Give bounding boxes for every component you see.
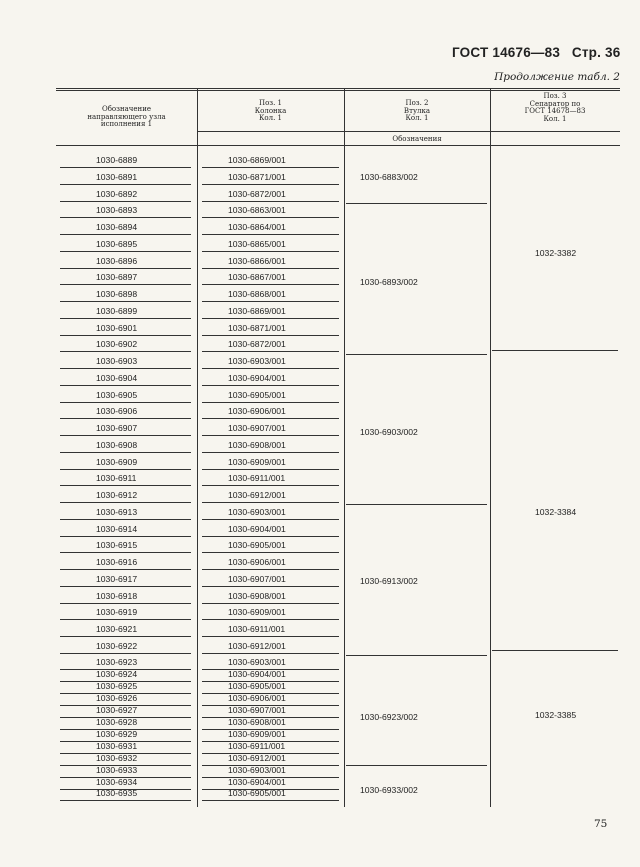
row-column-code: 1030-6872/001 — [228, 188, 286, 199]
row-column-code: 1030-6903/001 — [228, 764, 286, 775]
header-line: Кол. 1 — [405, 114, 429, 122]
row-column-code: 1030-6865/001 — [228, 238, 286, 249]
header-col-designation — [56, 106, 197, 129]
row-designation: 1030-6898 — [96, 289, 138, 299]
row-rule — [60, 251, 191, 252]
row-column-code: 1030-6909/001 — [228, 728, 286, 739]
row-rule — [202, 619, 339, 620]
table-continuation-label: Продолжение табл. 2 — [494, 71, 620, 83]
col-divider — [344, 89, 345, 807]
row-designation: 1030-6905 — [96, 389, 138, 400]
row-rule — [60, 536, 191, 537]
row-rule — [202, 402, 339, 403]
row-designation: 1030-6901 — [96, 322, 138, 333]
row-rule — [202, 201, 339, 202]
table-top-rule-2 — [56, 90, 620, 91]
header-col-column — [197, 100, 344, 123]
group-rule — [492, 650, 618, 651]
row-designation: 1030-6902 — [96, 339, 138, 350]
row-column-code: 1030-6903/001 — [228, 356, 286, 366]
row-column-code: 1030-6912/001 — [228, 490, 286, 500]
row-rule — [60, 335, 191, 336]
group-rule — [346, 504, 487, 505]
row-rule — [60, 368, 191, 369]
row-designation: 1030-6922 — [96, 640, 138, 651]
row-rule — [202, 485, 339, 486]
row-rule — [60, 603, 191, 604]
row-rule — [202, 335, 339, 336]
row-rule — [202, 552, 339, 553]
row-designation: 1030-6925 — [96, 680, 138, 691]
row-designation: 1030-6933 — [96, 764, 138, 775]
subheader-rule — [197, 131, 620, 132]
row-rule — [60, 502, 191, 503]
group-rule — [346, 765, 487, 766]
row-rule — [60, 552, 191, 553]
row-column-code: 1030-6911/001 — [228, 740, 286, 751]
row-designation: 1030-6929 — [96, 728, 138, 739]
row-rule — [202, 636, 339, 637]
group-rule — [492, 350, 618, 351]
row-column-code: 1030-6872/001 — [228, 339, 286, 350]
header-col-bushing — [344, 100, 490, 123]
row-column-code: 1030-6905/001 — [228, 389, 286, 400]
row-column-code: 1030-6912/001 — [228, 752, 286, 763]
row-designation: 1030-6917 — [96, 573, 138, 584]
row-rule — [60, 452, 191, 453]
row-designation: 1030-6924 — [96, 668, 138, 679]
row-rule — [202, 519, 339, 520]
row-designation: 1030-6926 — [96, 692, 138, 703]
header-col-separator — [490, 93, 620, 123]
row-rule — [202, 251, 339, 252]
row-designation: 1030-6919 — [96, 607, 138, 618]
row-column-code: 1030-6908/001 — [228, 590, 286, 601]
row-rule — [202, 536, 339, 537]
header-line: Кол. 1 — [543, 114, 567, 123]
row-column-code: 1030-6904/001 — [228, 523, 286, 534]
row-designation: 1030-6897 — [96, 272, 138, 283]
row-rule — [60, 469, 191, 470]
row-rule — [60, 351, 191, 352]
row-designation: 1030-6914 — [96, 523, 138, 534]
row-designation: 1030-6906 — [96, 406, 138, 417]
row-column-code: 1030-6871/001 — [228, 171, 286, 182]
row-rule — [202, 452, 339, 453]
separator-group: 1032-3382 — [535, 248, 577, 258]
row-column-code: 1030-6907/001 — [228, 423, 286, 433]
row-column-code: 1030-6864/001 — [228, 222, 286, 232]
row-designation: 1030-6899 — [96, 305, 138, 316]
row-rule — [60, 586, 191, 587]
row-column-code: 1030-6911/001 — [228, 473, 286, 484]
row-designation: 1030-6909 — [96, 456, 138, 467]
row-column-code: 1030-6868/001 — [228, 289, 286, 299]
row-column-code: 1030-6904/001 — [228, 372, 286, 383]
row-designation: 1030-6913 — [96, 506, 138, 517]
row-designation: 1030-6921 — [96, 624, 138, 634]
row-designation: 1030-6894 — [96, 222, 138, 232]
row-rule — [60, 318, 191, 319]
row-designation: 1030-6911 — [96, 473, 137, 484]
row-rule — [60, 519, 191, 520]
header-line: Обозначение — [101, 105, 152, 113]
row-designation: 1030-6935 — [96, 788, 138, 799]
row-rule — [202, 234, 339, 235]
row-column-code: 1030-6903/001 — [228, 506, 286, 517]
row-rule — [202, 301, 339, 302]
row-column-code: 1030-6909/001 — [228, 607, 286, 618]
row-designation: 1030-6907 — [96, 423, 138, 433]
row-column-code: 1030-6907/001 — [228, 573, 286, 584]
header-line: Поз. 1 — [258, 99, 283, 107]
header-bottom-rule — [56, 145, 620, 146]
row-rule — [60, 636, 191, 637]
row-column-code: 1030-6867/001 — [228, 272, 286, 283]
row-rule — [202, 368, 339, 369]
header-line: Сепаратор по — [529, 99, 581, 108]
table-top-rule — [56, 88, 620, 89]
row-designation: 1030-6931 — [96, 740, 138, 751]
row-column-code: 1030-6904/001 — [228, 776, 286, 787]
row-rule — [202, 351, 339, 352]
group-rule — [346, 354, 487, 355]
row-rule — [60, 268, 191, 269]
row-rule — [60, 234, 191, 235]
row-designation: 1030-6923 — [96, 657, 138, 667]
row-rule — [202, 603, 339, 604]
bushing-group: 1030-6893/002 — [360, 277, 418, 287]
row-designation: 1030-6912 — [96, 490, 138, 500]
col-divider — [490, 89, 491, 807]
row-rule — [60, 217, 191, 218]
row-designation: 1030-6908 — [96, 439, 138, 450]
header-line: Колонка — [254, 106, 287, 115]
row-rule — [202, 167, 339, 168]
bushing-group: 1030-6903/002 — [360, 427, 418, 437]
row-designation: 1030-6932 — [96, 752, 138, 763]
row-column-code: 1030-6863/001 — [228, 205, 286, 216]
separator-group: 1032-3384 — [535, 507, 577, 517]
row-column-code: 1030-6912/001 — [228, 640, 286, 651]
row-column-code: 1030-6903/001 — [228, 657, 286, 667]
header-line: исполнения 1 — [100, 120, 153, 128]
bushing-group: 1030-6883/002 — [360, 172, 418, 182]
row-rule — [60, 800, 191, 801]
row-rule — [202, 385, 339, 386]
row-rule — [202, 184, 339, 185]
row-rule — [60, 284, 191, 285]
row-designation: 1030-6915 — [96, 540, 138, 551]
separator-group: 1032-3385 — [535, 710, 577, 720]
header-line: Поз. 3 — [543, 92, 567, 100]
row-rule — [202, 502, 339, 503]
row-designation: 1030-6889 — [96, 155, 138, 165]
row-designation: 1030-6918 — [96, 590, 138, 601]
page-number: 75 — [594, 818, 608, 830]
header-line: Втулка — [403, 106, 431, 115]
row-rule — [202, 469, 339, 470]
standard-title: ГОСТ 14676—83 Стр. 36 — [452, 45, 621, 60]
row-rule — [202, 653, 339, 654]
header-subheading: Обозначения — [392, 135, 442, 143]
row-rule — [60, 301, 191, 302]
row-column-code: 1030-6906/001 — [228, 406, 286, 417]
row-rule — [60, 402, 191, 403]
row-rule — [60, 418, 191, 419]
row-rule — [60, 569, 191, 570]
row-rule — [60, 201, 191, 202]
row-column-code: 1030-6905/001 — [228, 788, 286, 799]
row-designation: 1030-6893 — [96, 205, 138, 216]
row-rule — [202, 586, 339, 587]
row-rule — [60, 184, 191, 185]
col-divider — [197, 89, 198, 807]
row-designation: 1030-6916 — [96, 557, 138, 567]
row-column-code: 1030-6905/001 — [228, 680, 286, 691]
bushing-group: 1030-6923/002 — [360, 712, 418, 722]
row-column-code: 1030-6866/001 — [228, 255, 286, 266]
row-designation: 1030-6896 — [96, 255, 138, 266]
row-column-code: 1030-6908/001 — [228, 716, 286, 727]
group-rule — [346, 655, 487, 656]
bushing-group: 1030-6913/002 — [360, 576, 418, 586]
row-rule — [202, 569, 339, 570]
row-column-code: 1030-6869/001 — [228, 155, 286, 165]
row-designation: 1030-6903 — [96, 356, 138, 366]
header-line: ГОСТ 14678—83 — [524, 107, 586, 115]
row-rule — [60, 435, 191, 436]
row-rule — [202, 318, 339, 319]
row-column-code: 1030-6911/001 — [228, 624, 286, 634]
row-column-code: 1030-6908/001 — [228, 439, 286, 450]
row-rule — [202, 268, 339, 269]
row-rule — [60, 167, 191, 168]
row-column-code: 1030-6904/001 — [228, 668, 286, 679]
row-rule — [202, 284, 339, 285]
row-designation: 1030-6892 — [96, 188, 138, 199]
row-column-code: 1030-6905/001 — [228, 540, 286, 551]
row-designation: 1030-6895 — [96, 238, 138, 249]
row-rule — [60, 485, 191, 486]
row-rule — [202, 435, 339, 436]
row-column-code: 1030-6906/001 — [228, 692, 286, 703]
row-rule — [60, 385, 191, 386]
row-rule — [202, 800, 339, 801]
row-column-code: 1030-6906/001 — [228, 557, 286, 567]
row-designation: 1030-6934 — [96, 776, 138, 787]
row-rule — [202, 418, 339, 419]
row-column-code: 1030-6909/001 — [228, 456, 286, 467]
row-designation: 1030-6891 — [96, 171, 138, 182]
row-designation: 1030-6904 — [96, 372, 138, 383]
row-column-code: 1030-6907/001 — [228, 704, 286, 715]
row-rule — [60, 653, 191, 654]
row-rule — [60, 619, 191, 620]
group-rule — [346, 203, 487, 204]
bushing-group: 1030-6933/002 — [360, 785, 418, 795]
header-line: Поз. 2 — [405, 99, 429, 107]
header-line: направляющего узла — [87, 112, 166, 121]
row-column-code: 1030-6871/001 — [228, 322, 286, 333]
row-designation: 1030-6927 — [96, 704, 138, 715]
row-designation: 1030-6928 — [96, 716, 138, 727]
row-column-code: 1030-6869/001 — [228, 305, 286, 316]
header-line: Кол. 1 — [259, 114, 282, 122]
row-rule — [202, 217, 339, 218]
